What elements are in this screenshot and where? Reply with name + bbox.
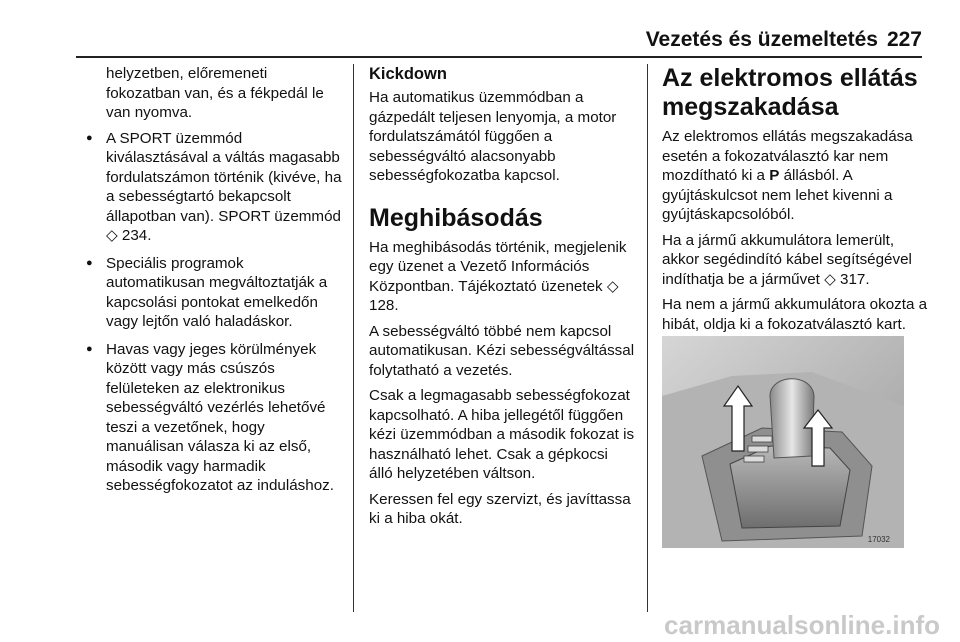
watermark: carmanualsonline.info: [664, 610, 940, 640]
page-header: [0, 0, 960, 56]
fault-paragraph: A sebességváltó többé nem kapcsol automatikusan. Kézi sebességváltással folytatható a vezetés.: [369, 322, 635, 379]
column-divider-left: [353, 64, 354, 612]
fault-paragraph: Csak a legmagasabb sebességfokozat kapcsolható. A hiba jellegétől függően kézi üzemmódban a második fokozat is használható lehet. Csak a gépkocsi álló helyzetében váltson.: [369, 387, 635, 482]
kickdown-heading: Kickdown: [369, 65, 447, 83]
continuation-text: helyzetben, előremeneti fokozatban van, és a fékpedál le van nyomva.: [106, 65, 324, 121]
power-paragraph-1-text: Az elektromos ellátás megszakadása esetén a fokozatválasztó kar nem mozdítható ki a: [662, 128, 913, 184]
column-divider-right: [647, 64, 648, 612]
park-position-label: P: [769, 167, 780, 184]
figure-code: 17032: [867, 535, 890, 544]
middle-column: [369, 64, 635, 535]
bullet-sport-mode: ● A SPORT üzemmód kiválasztásával a váltás magasabb fordulatszámon történik (kivéve, ha a sebességtartó bekapcsolt állapotban van). SPORT üzemmód ◇ 234.: [76, 129, 344, 246]
section-title: Vezetés és üzemeltetés: [645, 28, 878, 51]
kickdown-text: Ha automatikus üzemmódban a gázpedált teljesen lenyomja, a motor fordulatszámától függően a sebességváltó alacsonyabb sebességfokozatba kapcsol.: [369, 89, 617, 184]
bullet-special-programs: ● Speciális programok automatikusan megváltoztatják a kapcsolási pontokat emelkedőn vagy lejtőn való haladáskor.: [76, 254, 344, 332]
page-number: 227: [886, 28, 922, 51]
power-paragraph-1-text-end: állásból. A gyújtáskulcsot nem lehet kivenni a gyújtáskapcsolóból.: [662, 167, 893, 223]
fault-heading: Meghibásodás: [369, 203, 543, 232]
left-column: [76, 64, 344, 504]
gear-selector-drawing: [662, 336, 904, 548]
power-paragraph-2: Ha a jármű akkumulátora lemerült, akkor segédindító kábel segítségével indíthatja be a járművet ◇ 317.: [662, 231, 912, 288]
power-interruption-heading: Az elektromos ellátás megszakadása: [662, 64, 918, 121]
bullet-slippery-conditions: ● Havas vagy jeges körülmények között vagy más csúszós felületeken az elektronikus sebességváltó vezérlés lehetővé teszi a vezetőnek, hogy manuálisan válasza ki az első, második vagy harmadik sebességfokozatot az induláshoz.: [76, 340, 344, 496]
power-paragraph-1: [662, 127, 928, 225]
header-rule: [76, 56, 922, 58]
right-column: [662, 64, 928, 366]
fault-paragraph: Keressen fel egy szervizt, és javíttassa ki a hiba okát.: [369, 490, 631, 527]
power-paragraph-3: Ha nem a jármű akkumulátora okozta a hibát, oldja ki a fokozatválasztó kart.: [662, 296, 928, 333]
bullet-list: [76, 129, 344, 496]
fault-paragraph: Ha meghibásodás történik, megjelenik egy üzenet a Vezető Információs Központban. Tájékoztató üzenetek ◇ 128.: [369, 238, 627, 314]
gear-selector-illustration: [662, 336, 904, 548]
